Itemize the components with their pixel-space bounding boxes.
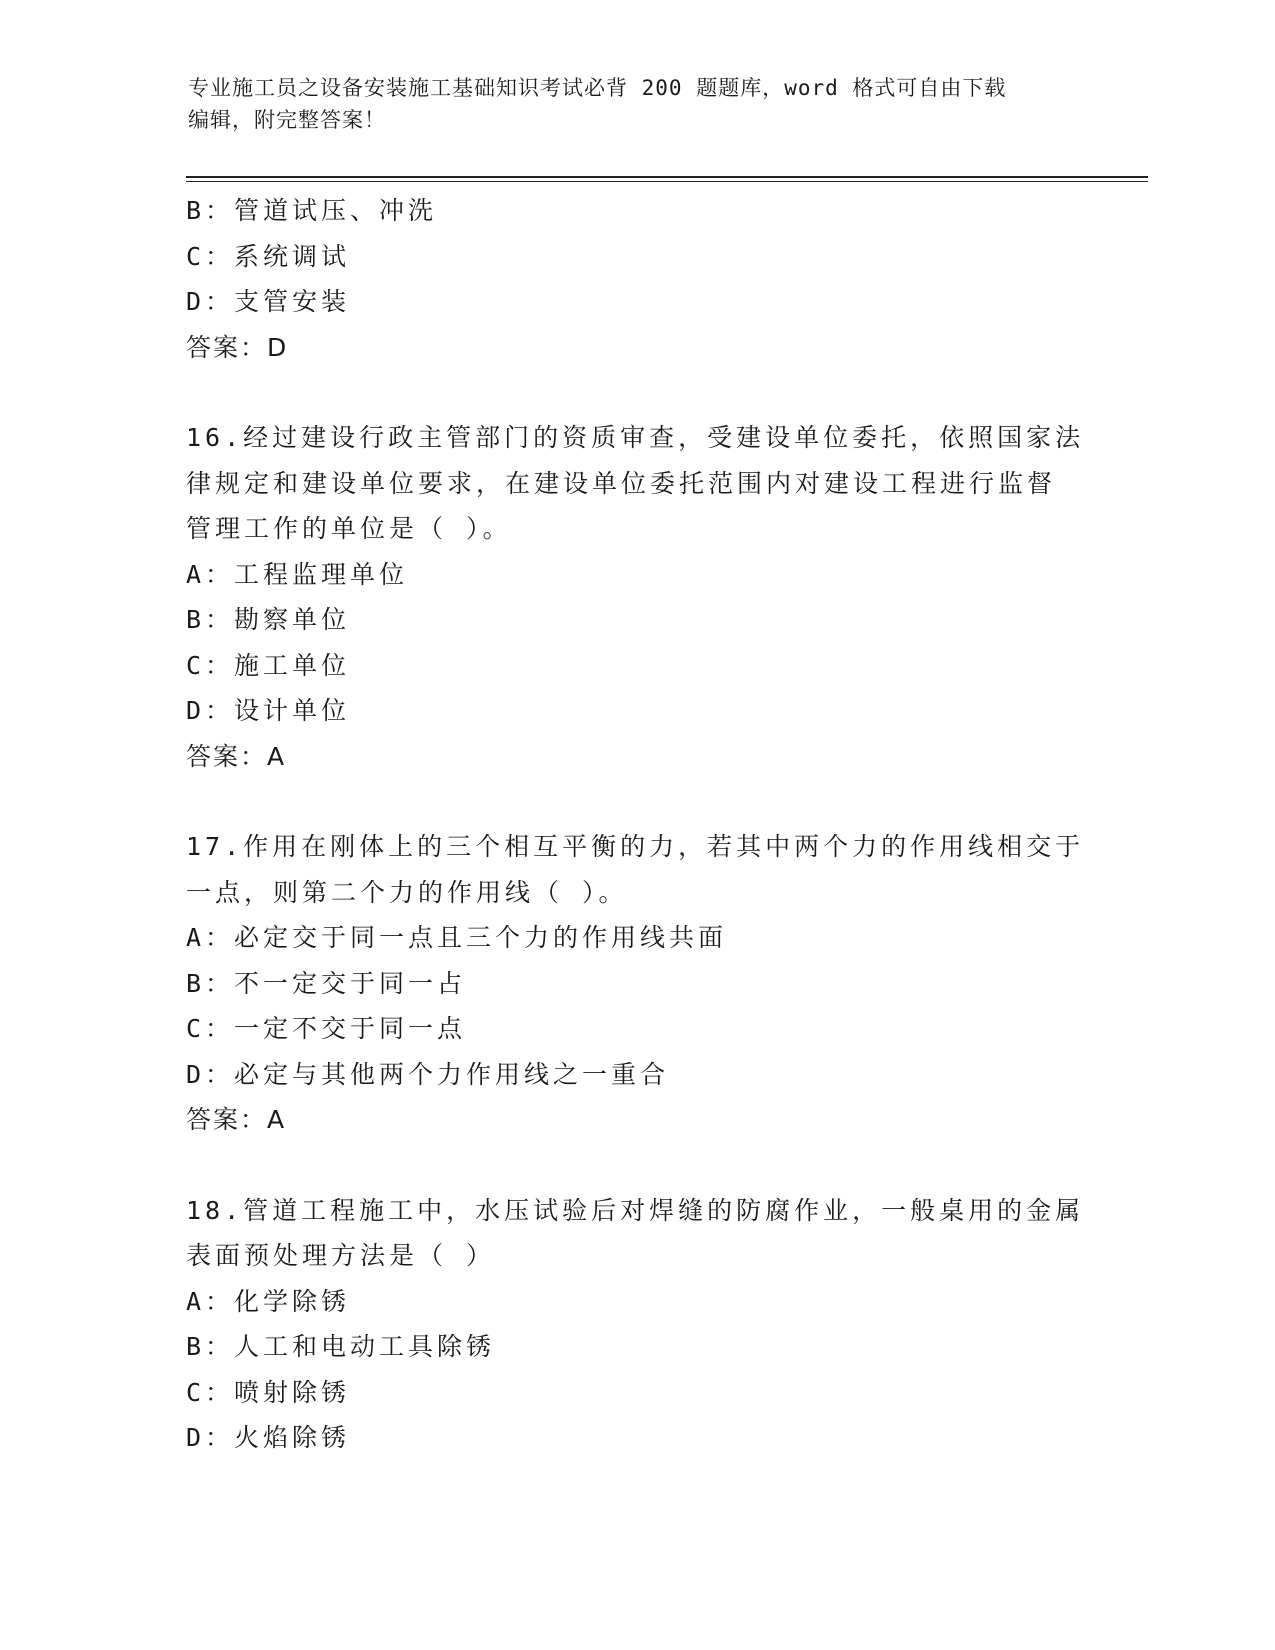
option-c: C：一定不交于同一点 [186, 1014, 467, 1043]
spacer [186, 1143, 1086, 1188]
option-d: D：必定与其他两个力作用线之一重合 [186, 1059, 670, 1089]
answer-line: 答案：A [186, 1105, 287, 1134]
option-b: B：不一定交于同一占 [186, 968, 467, 998]
question-stem-line: 18.管道工程施工中，水压试验后对焊缝的防腐作业，一般桌用的金属 [186, 1195, 1085, 1225]
question-list [186, 188, 1086, 1461]
option-c: C：施工单位 [186, 650, 351, 680]
option-d: D：火焰除锈 [186, 1423, 351, 1452]
option-a: A：化学除锈 [186, 1286, 351, 1316]
question-15 [186, 188, 1086, 370]
option-c: C：系统调试 [186, 241, 351, 271]
question-stem-line: 17.作用在刚体上的三个相互平衡的力，若其中两个力的作用线相交于 [186, 832, 1085, 861]
option-a: A：工程监理单位 [186, 559, 409, 589]
question-17 [186, 824, 1086, 1143]
header-line-2: 编辑，附完整答案！ [188, 108, 386, 132]
question-stem-line: 律规定和建设单位要求，在建设单位委托范围内对建设工程进行监督 [186, 468, 1057, 498]
header-line-1: 专业施工员之设备安装施工基础知识考试必背 200 题题库，word 格式可自由下载 [188, 76, 1007, 100]
answer-line: 答案：D [186, 332, 289, 362]
page-header [188, 72, 1088, 136]
option-b: B：管道试压、冲洗 [186, 196, 438, 225]
spacer [186, 779, 1086, 824]
question-stem-line: 一点，则第二个力的作用线（ ）。 [186, 877, 628, 907]
option-b: B：勘察单位 [186, 605, 351, 634]
spacer [186, 370, 1086, 415]
question-stem-line: 管理工作的单位是（ ）。 [186, 514, 512, 543]
header-divider [186, 176, 1148, 178]
option-a: A：必定交于同一点且三个力的作用线共面 [186, 923, 728, 952]
option-d: D：设计单位 [186, 696, 351, 725]
header-divider-thin [186, 181, 1148, 182]
answer-line: 答案：A [186, 741, 287, 771]
question-18 [186, 1188, 1086, 1461]
option-b: B：人工和电动工具除锈 [186, 1332, 496, 1361]
option-d: D：支管安装 [186, 287, 351, 316]
option-c: C：喷射除锈 [186, 1377, 351, 1407]
question-16 [186, 415, 1086, 779]
question-stem-line: 表面预处理方法是（ ） [186, 1241, 496, 1270]
question-stem-line: 16.经过建设行政主管部门的资质审查，受建设单位委托，依照国家法 [186, 423, 1085, 452]
